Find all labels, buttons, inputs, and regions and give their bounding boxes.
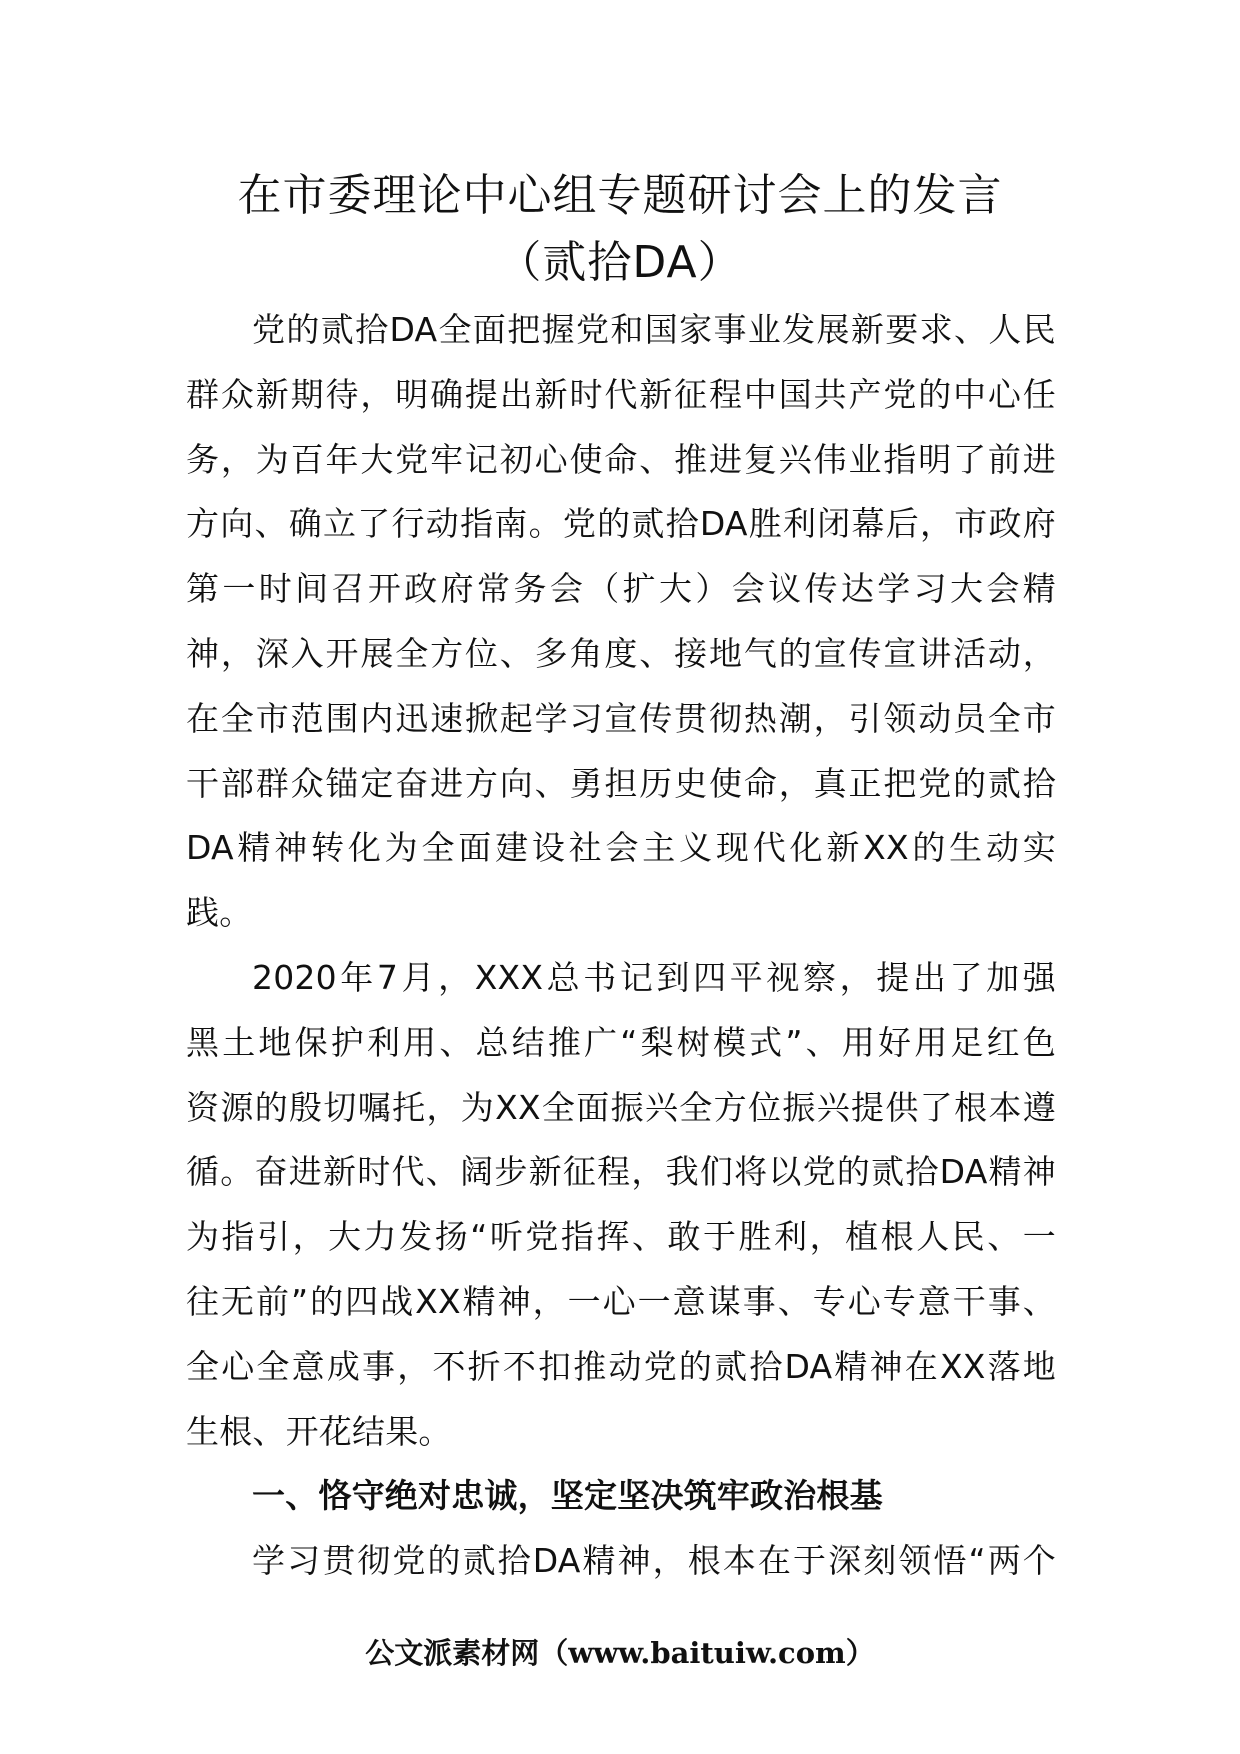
paragraph-line: 循。奋进新时代、阔步新征程，我们将以党的贰拾DA精神 xyxy=(186,1152,1056,1192)
paragraph-line: 党的贰拾DA全面把握党和国家事业发展新要求、人民 xyxy=(252,310,1056,349)
section-heading: 一、恪守绝对忠诚，坚定坚决筑牢政治根基 xyxy=(252,1476,883,1516)
paragraph-line: 方向、确立了行动指南。党的贰拾DA胜利闭幕后，市政府 xyxy=(186,504,1056,544)
paragraph-line: DA精神转化为全面建设社会主义现代化新XX的生动实 xyxy=(186,828,1056,868)
watermark-footer: 公文派素材网（www.baituiw.com） xyxy=(365,1636,875,1670)
paragraph-line: 黑土地保护利用、总结推广“梨树模式”、用好用足红色 xyxy=(186,1022,1056,1062)
paragraph-line: 2020年7月，XXX总书记到四平视察，提出了加强 xyxy=(252,957,1056,997)
paragraph-line: 生根、开花结果。 xyxy=(186,1411,452,1451)
paragraph-line: 干部群众锚定奋进方向、勇担历史使命，真正把党的贰拾 xyxy=(186,763,1056,803)
paragraph-line: 在全市范围内迅速掀起学习宣传贯彻热潮，引领动员全市 xyxy=(186,698,1056,738)
paragraph-line: 为指引，大力发扬“听党指挥、敢于胜利，植根人民、一 xyxy=(186,1217,1056,1257)
document-subtitle: （贰拾DA） xyxy=(497,237,743,288)
paragraph-line: 往无前”的四战XX精神，一心一意谋事、专心专意干事、 xyxy=(186,1281,1056,1321)
paragraph-line: 神，深入开展全方位、多角度、接地气的宣传宣讲活动， xyxy=(186,633,1056,673)
document-body xyxy=(186,298,1056,1594)
paragraph-line: 第一时间召开政府常务会（扩大）会议传达学习大会精 xyxy=(186,569,1056,609)
document-title: 在市委理论中心组专题研讨会上的发言 xyxy=(237,170,1003,221)
paragraph-line: 群众新期待，明确提出新时代新征程中国共产党的中心任 xyxy=(186,374,1056,414)
paragraph-line: 全心全意成事，不折不扣推动党的贰拾DA精神在XX落地 xyxy=(186,1346,1056,1386)
paragraph-line: 务，为百年大党牢记初心使命、推进复兴伟业指明了前进 xyxy=(186,439,1056,479)
paragraph-line: 践。 xyxy=(186,893,253,933)
paragraph-line: 资源的殷切嘱托，为XX全面振兴全方位振兴提供了根本遵 xyxy=(186,1087,1056,1127)
paragraph-line: 学习贯彻党的贰拾DA精神，根本在于深刻领悟“两个 xyxy=(252,1541,1056,1581)
